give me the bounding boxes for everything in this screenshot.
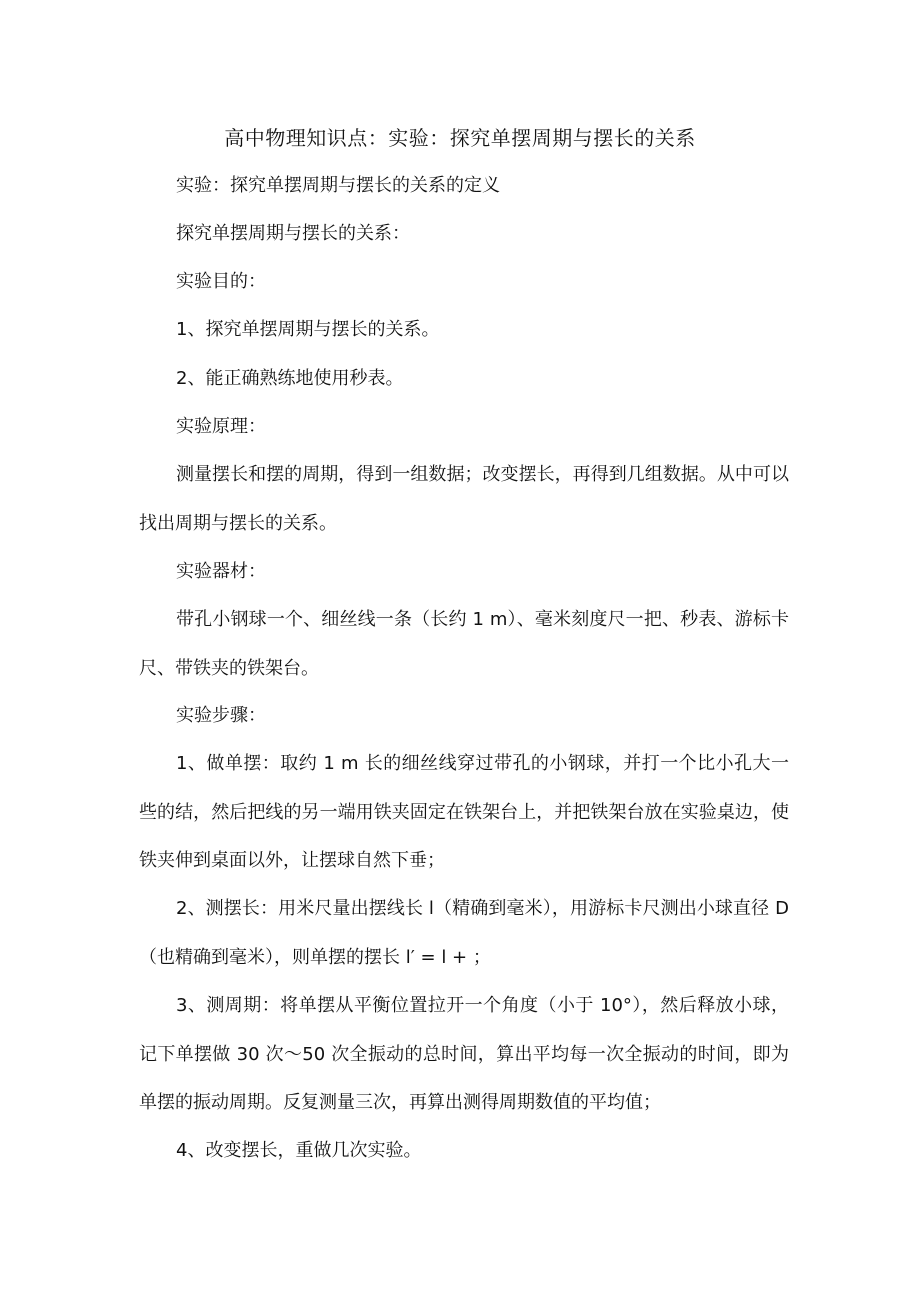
step-1: 1、做单摆：取约 1 m 长的细丝线穿过带孔的小钢球，并打一个比小孔大一些的结，然后把线的另一端用铁夹固定在铁架台上，并把铁架台放在实验桌边，使铁夹伸到桌面以外，让摆球自然下垂；: [139, 753, 789, 871]
paragraph-definition: 实验：探究单摆周期与摆长的关系的定义: [176, 175, 500, 196]
heading-equipment: 实验器材：: [176, 561, 266, 582]
document-title: 高中物理知识点：实验：探究单摆周期与摆长的关系: [224, 126, 696, 150]
principle-text: 测量摆长和摆的周期，得到一组数据；改变摆长，再得到几组数据。从中可以找出周期与摆长的关系。: [139, 464, 789, 534]
step-3: 3、测周期：将单摆从平衡位置拉开一个角度（小于 10°），然后释放小球，记下单摆做 30 次～50 次全振动的总时间，算出平均每一次全振动的时间，即为单摆的振动周期。反复测量三次，再算出测得周期数值的平均值；: [139, 995, 789, 1113]
step-2: 2、测摆长：用米尺量出摆线长 l（精确到毫米），用游标卡尺测出小球直径 D（也精确到毫米），则单摆的摆长 l′ = l + ；: [139, 898, 789, 968]
purpose-item-2: 2、能正确熟练地使用秒表。: [176, 368, 404, 389]
step-4: 4、改变摆长，重做几次实验。: [176, 1140, 422, 1161]
heading-steps: 实验步骤：: [176, 705, 266, 726]
heading-principle: 实验原理：: [176, 416, 266, 437]
paragraph-subheading: 探究单摆周期与摆长的关系：: [176, 223, 410, 244]
purpose-item-1: 1、探究单摆周期与摆长的关系。: [176, 319, 440, 340]
equipment-text: 带孔小钢球一个、细丝线一条（长约 1 m）、毫米刻度尺一把、秒表、游标卡尺、带铁夹的铁架台。: [139, 609, 789, 679]
heading-purpose: 实验目的：: [176, 271, 266, 292]
